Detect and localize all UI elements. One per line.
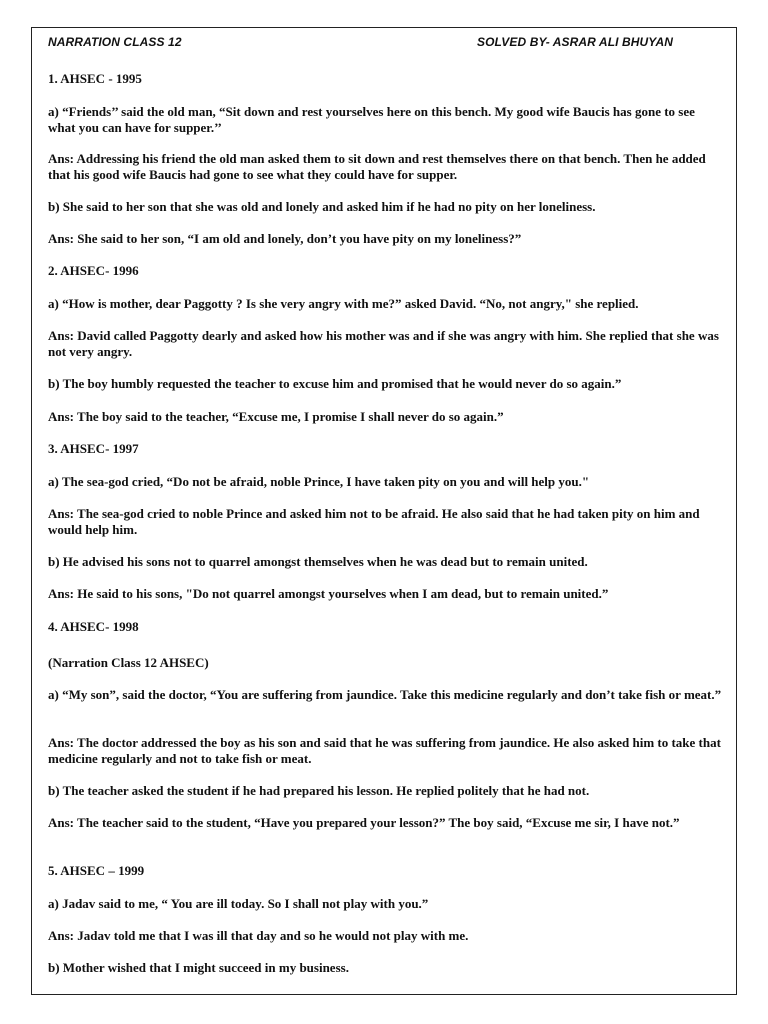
section-heading-1998: 4. AHSEC- 1998 — [48, 619, 139, 634]
answer-1998-a: Ans: The doctor addressed the boy as his son and said that he was suffering from jaundice. He also asked him to take that medicine regularly and not to take fish or meat. — [48, 735, 721, 766]
answer-1996-a: Ans: David called Paggotty dearly and asked how his mother was and if she was angry with him. She replied that she was not very angry. — [48, 328, 719, 359]
answer-1995-a: Ans: Addressing his friend the old man asked them to sit down and rest themselves there on that bench. Then he added that his good wife Baucis had gone to see what they could have for supper. — [48, 151, 706, 182]
answer-1999-a: Ans: Jadav told me that I was ill that day and so he would not play with me. — [48, 928, 469, 943]
answer-1995-b: Ans: She said to her son, “I am old and lonely, don’t you have pity on my loneliness?” — [48, 231, 522, 246]
answer-1997-a: Ans: The sea-god cried to noble Prince and asked him not to be afraid. He also said that he had taken pity on him and would help him. — [48, 506, 700, 537]
question-1995-a: a) “Friends’’ said the old man, “Sit down and rest yourselves here on this bench. My good wife Baucis has gone to see what you can have for supper.’’ — [48, 104, 695, 135]
section-heading-1997: 3. AHSEC- 1997 — [48, 441, 139, 456]
header-author: SOLVED BY- ASRAR ALI BHUYAN — [477, 35, 674, 49]
question-1997-b: b) He advised his sons not to quarrel amongst themselves when he was dead but to remain united. — [48, 554, 588, 569]
section-heading-1995: 1. AHSEC - 1995 — [48, 71, 142, 86]
answer-1996-b: Ans: The boy said to the teacher, “Excuse me, I promise I shall never do so again.” — [48, 409, 504, 424]
section-heading-1996: 2. AHSEC- 1996 — [48, 263, 139, 278]
section-note-1998: (Narration Class 12 AHSEC) — [48, 655, 209, 670]
question-1999-b: b) Mother wished that I might succeed in my business. — [48, 960, 349, 975]
answer-1997-b: Ans: He said to his sons, "Do not quarrel amongst yourselves when I am dead, but to remain united.” — [48, 586, 609, 601]
question-1996-b: b) The boy humbly requested the teacher to excuse him and promised that he would never do so again.” — [48, 376, 622, 391]
header-title: NARRATION CLASS 12 — [48, 35, 182, 49]
question-1997-a: a) The sea-god cried, “Do not be afraid, noble Prince, I have taken pity on you and will help you." — [48, 474, 590, 489]
question-1998-a: a) “My son”, said the doctor, “You are suffering from jaundice. Take this medicine regularly and don’t take fish or meat.” — [48, 687, 722, 702]
question-1998-b: b) The teacher asked the student if he had prepared his lesson. He replied politely that he had not. — [48, 783, 590, 798]
question-1995-b: b) She said to her son that she was old and lonely and asked him if he had no pity on her loneliness. — [48, 199, 596, 214]
answer-1998-b: Ans: The teacher said to the student, “Have you prepared your lesson?” The boy said, “Excuse me sir, I have not.” — [48, 815, 680, 830]
question-1999-a: a) Jadav said to me, “ You are ill today. So I shall not play with you.” — [48, 896, 429, 911]
section-heading-1999: 5. AHSEC – 1999 — [48, 863, 145, 878]
question-1996-a: a) “How is mother, dear Paggotty ? Is she very angry with me?” asked David. “No, not angry," she replied. — [48, 296, 639, 311]
